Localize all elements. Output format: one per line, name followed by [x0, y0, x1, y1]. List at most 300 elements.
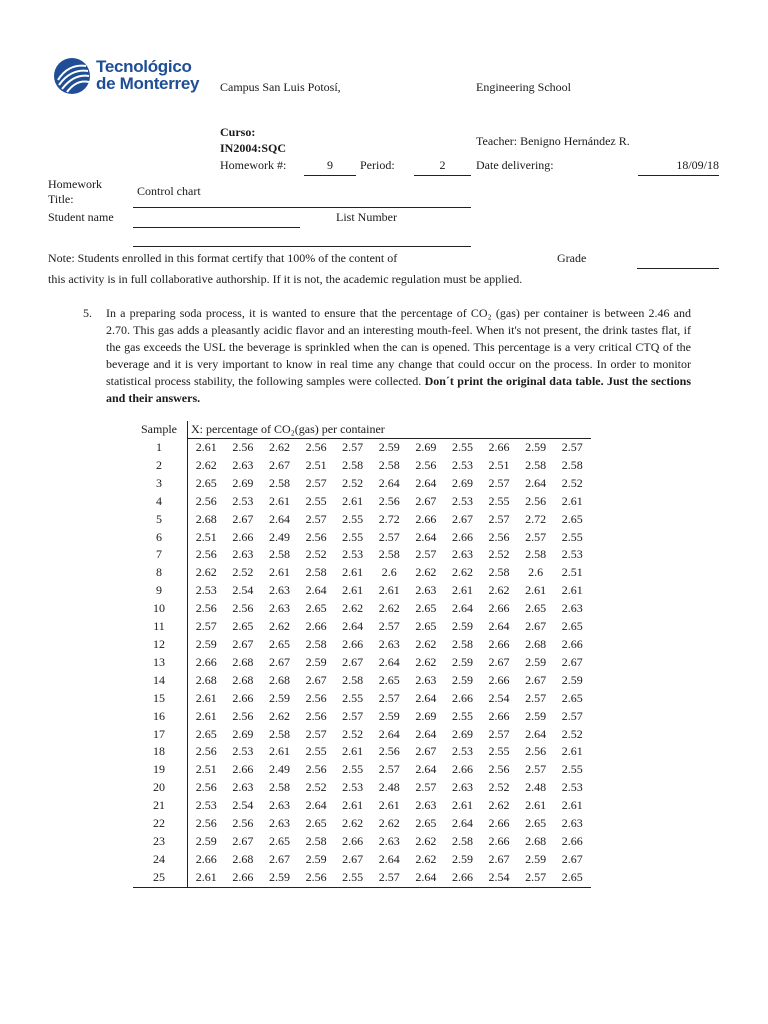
- table-cell: 2.58: [561, 457, 583, 472]
- problem-text: In a preparing soda process, it is wanted to ensure that the percentage of CO₂ (gas) per container is between 2.46 and 2.70. This gas adds a pleasantly acidic flavor and an interesting mouth-feel. When it's not present, the drink tastes flat, if the gas exceeds the USL the beverage is sprinkled when the can is opened. This percentage is a very critical CTQ of the beverage and it is very important to know in real time any change that could occur on the process. In order to monitor statistical process stability, the following samples were collected.: [106, 306, 691, 388]
- table-cell: 2.56: [232, 816, 254, 831]
- table-cell: 2.61: [195, 690, 217, 705]
- table-cell: 2.53: [342, 780, 364, 795]
- table-header-row: [133, 421, 591, 439]
- table-cell: 2.63: [378, 636, 400, 651]
- table-cell: 2.61: [268, 744, 290, 759]
- table-cell: 2.56: [232, 440, 254, 454]
- table-cell: 2.55: [488, 744, 510, 759]
- table-cell: 2.63: [415, 583, 437, 598]
- table-cell: 2.56: [378, 493, 400, 508]
- table-cell: 2.62: [378, 601, 400, 616]
- table-cell: 2.56: [415, 457, 437, 472]
- table-cell: 2.59: [305, 654, 327, 669]
- table-cell: 2.55: [342, 690, 364, 705]
- table-cell: 2.62: [451, 565, 473, 580]
- table-cell: 2.59: [561, 672, 583, 687]
- x-header: X: percentage of CO₂(gas) per container: [188, 421, 591, 439]
- table-cell: 2.69: [451, 726, 473, 741]
- table-cell: 2.58: [342, 672, 364, 687]
- sample-number: 9: [133, 582, 188, 600]
- table-cell: 2.52: [232, 565, 254, 580]
- table-cell: 2.61: [195, 440, 217, 454]
- table-cell: 2.59: [378, 708, 400, 723]
- table-row: [133, 815, 591, 833]
- table-cell: 2.65: [195, 475, 217, 490]
- table-cell: 2.66: [488, 708, 510, 723]
- table-row: [133, 439, 591, 457]
- sample-number: 3: [133, 475, 188, 493]
- table-cell: 2.57: [488, 475, 510, 490]
- grade-label: Grade: [557, 251, 587, 265]
- table-cell: 2.59: [378, 440, 400, 454]
- table-cell: 2.57: [517, 869, 554, 887]
- table-cell: 2.57: [371, 869, 408, 887]
- table-cell: 2.57: [561, 440, 583, 454]
- table-cell: 2.66: [225, 869, 262, 887]
- table-cell: 2.61: [342, 744, 364, 759]
- table-cell: 2.56: [525, 493, 547, 508]
- table-cell: 2.6: [528, 565, 544, 580]
- table-row: [133, 833, 591, 851]
- table-cell: 2.53: [561, 780, 583, 795]
- table-cell: 2.56: [525, 744, 547, 759]
- table-cell: 2.63: [232, 780, 254, 795]
- table-cell: 2.58: [305, 565, 327, 580]
- curso-label: Curso:: [220, 125, 256, 139]
- table-cell: 2.57: [195, 619, 217, 634]
- table-cell: 2.63: [232, 457, 254, 472]
- table-cell: 2.67: [268, 457, 290, 472]
- table-cell: 2.57: [525, 762, 547, 777]
- table-cell: 2.51: [488, 457, 510, 472]
- table-cell: 2.63: [415, 672, 437, 687]
- table-cell: 2.62: [415, 851, 437, 866]
- table-cell: 2.64: [378, 851, 400, 866]
- table-cell: 2.66: [451, 529, 473, 544]
- table-cell: 2.56: [305, 708, 327, 723]
- table-cell: 2.56: [305, 690, 327, 705]
- table-cell: 2.65: [561, 690, 583, 705]
- table-cell: 2.67: [561, 851, 583, 866]
- sample-number: 23: [133, 833, 188, 851]
- table-cell: 2.55: [342, 529, 364, 544]
- table-cell: 2.65: [268, 833, 290, 848]
- sample-number: 19: [133, 761, 188, 779]
- table-cell: 2.58: [378, 547, 400, 562]
- table-cell: 2.61: [451, 798, 473, 813]
- table-cell: 2.66: [232, 529, 254, 544]
- table-cell: 2.57: [342, 708, 364, 723]
- table-row: [133, 761, 591, 779]
- table-cell: 2.58: [488, 565, 510, 580]
- table-cell: 2.63: [268, 601, 290, 616]
- table-cell: 2.57: [561, 708, 583, 723]
- data-table: [133, 421, 591, 888]
- table-cell: 2.59: [525, 851, 547, 866]
- table-cell: 2.67: [342, 654, 364, 669]
- table-cell: 2.63: [561, 816, 583, 831]
- table-cell: 2.65: [195, 726, 217, 741]
- table-cell: 2.67: [561, 654, 583, 669]
- table-cell: 2.56: [195, 601, 217, 616]
- table-cell: 2.68: [195, 672, 217, 687]
- table-cell: 2.62: [415, 565, 437, 580]
- table-cell: 2.59: [525, 708, 547, 723]
- table-cell: 2.57: [378, 762, 400, 777]
- sample-number: 2: [133, 457, 188, 475]
- table-cell: 2.64: [378, 475, 400, 490]
- sample-number: 15: [133, 690, 188, 708]
- table-cell: 2.58: [451, 833, 473, 848]
- sample-number: 8: [133, 564, 188, 582]
- table-cell: 2.61: [342, 565, 364, 580]
- table-cell: 2.65: [232, 619, 254, 634]
- table-cell: 2.53: [451, 744, 473, 759]
- table-row: [133, 511, 591, 529]
- table-cell: 2.55: [334, 869, 371, 887]
- table-cell: 2.64: [488, 619, 510, 634]
- table-cell: 2.56: [298, 869, 335, 887]
- table-cell: 2.48: [525, 780, 547, 795]
- table-cell: 2.67: [232, 511, 254, 526]
- table-cell: 2.53: [561, 547, 583, 562]
- sample-number: 1: [133, 439, 188, 457]
- table-cell: 2.61: [525, 798, 547, 813]
- table-row: [133, 690, 591, 708]
- table-cell: 2.61: [195, 708, 217, 723]
- table-cell: 2.54: [232, 583, 254, 598]
- table-cell: 2.66: [305, 619, 327, 634]
- sample-number: 16: [133, 708, 188, 726]
- table-cell: 2.67: [232, 636, 254, 651]
- table-cell: 2.52: [488, 780, 510, 795]
- table-cell: 2.62: [268, 708, 290, 723]
- table-cell: 2.66: [488, 833, 510, 848]
- table-row: [133, 869, 591, 887]
- student-label: Student name: [48, 210, 114, 224]
- table-cell: 2.61: [561, 744, 583, 759]
- table-cell: 2.53: [232, 744, 254, 759]
- table-row: [133, 708, 591, 726]
- table-cell: 2.66: [561, 833, 583, 848]
- problem-number: 5.: [83, 306, 92, 320]
- table-cell: 2.52: [561, 475, 583, 490]
- table-cell: 2.62: [195, 565, 217, 580]
- homework-title: Control chart: [137, 184, 201, 198]
- table-cell: 2.67: [488, 654, 510, 669]
- sample-number: 18: [133, 743, 188, 761]
- table-row: [133, 564, 591, 582]
- table-cell: 2.54: [481, 869, 518, 887]
- table-cell: 2.62: [415, 833, 437, 848]
- table-cell: 2.52: [305, 547, 327, 562]
- table-row: [133, 582, 591, 600]
- table-cell: 2.51: [305, 457, 327, 472]
- table-body: [133, 439, 591, 888]
- table-cell: 2.53: [451, 457, 473, 472]
- sample-number: 6: [133, 529, 188, 547]
- table-cell: 2.65: [378, 672, 400, 687]
- logo-line-2: de Monterrey: [96, 74, 200, 93]
- sample-header: Sample: [133, 421, 188, 439]
- table-row: [133, 457, 591, 475]
- sample-number: 14: [133, 672, 188, 690]
- table-cell: 2.67: [232, 833, 254, 848]
- table-cell: 2.68: [232, 672, 254, 687]
- table-cell: 2.52: [488, 547, 510, 562]
- table-cell: 2.66: [451, 690, 473, 705]
- table-cell: 2.66: [488, 672, 510, 687]
- title-label-2: Title:: [48, 192, 74, 206]
- table-cell: 2.58: [378, 457, 400, 472]
- table-cell: 2.68: [195, 511, 217, 526]
- table-cell: 2.69: [415, 708, 437, 723]
- table-cell: 2.62: [342, 816, 364, 831]
- table-cell: 2.61: [342, 493, 364, 508]
- date-label: Date delivering:: [476, 158, 554, 172]
- table-cell: 2.66: [232, 690, 254, 705]
- table-cell: 2.52: [342, 726, 364, 741]
- sample-number: 24: [133, 851, 188, 869]
- table-cell: 2.62: [488, 798, 510, 813]
- table-cell: 2.61: [378, 798, 400, 813]
- table-cell: 2.57: [415, 780, 437, 795]
- table-cell: 2.56: [195, 744, 217, 759]
- table-cell: 2.57: [415, 547, 437, 562]
- table-cell: 2.65: [561, 619, 583, 634]
- table-cell: 2.64: [415, 529, 437, 544]
- table-cell: 2.64: [268, 511, 290, 526]
- table-cell: 2.65: [561, 511, 583, 526]
- table-cell: 2.63: [268, 798, 290, 813]
- table-cell: 2.66: [195, 851, 217, 866]
- table-cell: 2.65: [415, 619, 437, 634]
- table-cell: 2.61: [268, 565, 290, 580]
- table-cell: 2.61: [342, 798, 364, 813]
- table-cell: 2.66: [342, 833, 364, 848]
- logo-wordmark: [96, 58, 199, 92]
- table-cell: 2.58: [305, 636, 327, 651]
- table-cell: 2.55: [451, 440, 473, 454]
- table-cell: 2.64: [415, 726, 437, 741]
- table-cell: 2.56: [305, 529, 327, 544]
- table-cell: 2.56: [232, 708, 254, 723]
- table-cell: 2.63: [451, 547, 473, 562]
- table-cell: 2.57: [488, 726, 510, 741]
- period-value: 2: [439, 158, 446, 172]
- table-cell: 2.69: [451, 475, 473, 490]
- sample-number: 7: [133, 546, 188, 564]
- table-cell: 2.66: [195, 654, 217, 669]
- table-cell: 2.57: [378, 690, 400, 705]
- table-row: [133, 797, 591, 815]
- table-cell: 2.59: [525, 654, 547, 669]
- list-number-label: List Number: [336, 210, 397, 224]
- table-cell: 2.66: [415, 511, 437, 526]
- sample-number: 11: [133, 618, 188, 636]
- table-cell: 2.53: [342, 547, 364, 562]
- table-cell: 2.51: [195, 762, 217, 777]
- table-cell: 2.61: [451, 583, 473, 598]
- logo-line-1: Tecnológico: [96, 57, 192, 76]
- table-cell: 2.65: [415, 601, 437, 616]
- table-cell: 2.6: [381, 565, 397, 580]
- table-cell: 2.61: [525, 583, 547, 598]
- campus: Campus San Luis Potosí,: [220, 80, 341, 94]
- table-cell: 2.61: [561, 798, 583, 813]
- table-cell: 2.53: [195, 798, 217, 813]
- table-cell: 2.63: [232, 547, 254, 562]
- table-row: [133, 672, 591, 690]
- table-cell: 2.67: [415, 493, 437, 508]
- table-cell: 2.58: [451, 636, 473, 651]
- table-cell: 2.64: [378, 654, 400, 669]
- table-cell: 2.64: [451, 601, 473, 616]
- table-cell: 2.68: [232, 654, 254, 669]
- table-cell: 2.62: [415, 636, 437, 651]
- table-cell: 2.54: [232, 798, 254, 813]
- table-cell: 2.67: [415, 744, 437, 759]
- table-cell: 2.49: [268, 762, 290, 777]
- homework-number: 9: [327, 158, 333, 172]
- table-cell: 2.61: [268, 493, 290, 508]
- table-cell: 2.66: [561, 636, 583, 651]
- table-cell: 2.57: [342, 440, 364, 454]
- table-cell: 2.66: [232, 762, 254, 777]
- table-cell: 2.67: [342, 851, 364, 866]
- table-cell: 2.66: [488, 816, 510, 831]
- table-cell: 2.64: [451, 816, 473, 831]
- table-cell: 2.68: [268, 672, 290, 687]
- problem-bold-text: Don´t print the original data table. Just the sections and their answers.: [106, 374, 692, 405]
- table-cell: 2.66: [444, 869, 481, 887]
- table-row: [133, 493, 591, 511]
- sample-number: 10: [133, 600, 188, 618]
- table-cell: 2.56: [232, 601, 254, 616]
- table-row: [133, 636, 591, 654]
- table-row: [133, 726, 591, 744]
- table-cell: 2.58: [525, 457, 547, 472]
- table-row: [133, 529, 591, 547]
- sample-number: 4: [133, 493, 188, 511]
- table-cell: 2.58: [268, 547, 290, 562]
- table-cell: 2.52: [342, 475, 364, 490]
- table-row: [133, 618, 591, 636]
- table-cell: 2.53: [195, 583, 217, 598]
- table-cell: 2.55: [561, 762, 583, 777]
- table-cell: 2.55: [561, 529, 583, 544]
- table-cell: 2.63: [268, 583, 290, 598]
- sample-number: 5: [133, 511, 188, 529]
- table-cell: 2.57: [525, 690, 547, 705]
- table-cell: 2.69: [415, 440, 437, 454]
- table-cell: 2.58: [268, 475, 290, 490]
- date-value: 18/09/18: [676, 158, 719, 172]
- school: Engineering School: [476, 80, 571, 94]
- table-cell: 2.59: [261, 869, 298, 887]
- table-cell: 2.66: [451, 762, 473, 777]
- table-cell: 2.63: [561, 601, 583, 616]
- table-cell: 2.67: [451, 511, 473, 526]
- table-cell: 2.67: [268, 851, 290, 866]
- table-cell: 2.62: [268, 440, 290, 454]
- table-cell: 2.61: [342, 583, 364, 598]
- sample-number: 21: [133, 797, 188, 815]
- table-row: [133, 475, 591, 493]
- table-cell: 2.61: [188, 869, 225, 887]
- table-cell: 2.64: [342, 619, 364, 634]
- table-cell: 2.58: [268, 780, 290, 795]
- table-cell: 2.66: [488, 636, 510, 651]
- table-cell: 2.52: [305, 780, 327, 795]
- table-cell: 2.55: [342, 762, 364, 777]
- table-cell: 2.56: [195, 493, 217, 508]
- tec-logo: [52, 56, 202, 98]
- table-cell: 2.57: [305, 726, 327, 741]
- table-row: [133, 851, 591, 869]
- table-cell: 2.53: [232, 493, 254, 508]
- sample-number: 25: [133, 869, 188, 887]
- table-cell: 2.56: [488, 529, 510, 544]
- table-cell: 2.72: [378, 511, 400, 526]
- table-cell: 2.64: [525, 726, 547, 741]
- table-cell: 2.59: [305, 851, 327, 866]
- table-cell: 2.59: [451, 654, 473, 669]
- table-cell: 2.51: [561, 565, 583, 580]
- table-cell: 2.65: [525, 601, 547, 616]
- table-cell: 2.57: [378, 619, 400, 634]
- table-cell: 2.67: [305, 672, 327, 687]
- table-cell: 2.59: [268, 690, 290, 705]
- note-line-1: Note: Students enrolled in this format certify that 100% of the content of: [48, 251, 398, 265]
- table-cell: 2.55: [305, 744, 327, 759]
- table-cell: 2.67: [525, 619, 547, 634]
- table-row: [133, 779, 591, 797]
- table-cell: 2.57: [525, 529, 547, 544]
- table-cell: 2.63: [378, 833, 400, 848]
- table-cell: 2.57: [488, 511, 510, 526]
- table-cell: 2.63: [268, 816, 290, 831]
- table-cell: 2.49: [268, 529, 290, 544]
- table-cell: 2.61: [378, 583, 400, 598]
- table-cell: 2.59: [195, 636, 217, 651]
- table-cell: 2.66: [342, 636, 364, 651]
- table-cell: 2.65: [415, 816, 437, 831]
- table-cell: 2.56: [195, 816, 217, 831]
- table-cell: 2.68: [525, 833, 547, 848]
- table-cell: 2.65: [305, 816, 327, 831]
- table-cell: 2.55: [305, 493, 327, 508]
- problem-paragraph: [83, 305, 692, 407]
- table-cell: 2.64: [305, 583, 327, 598]
- table-row: [133, 743, 591, 761]
- period-label: Period:: [360, 158, 395, 172]
- table-cell: 2.59: [451, 672, 473, 687]
- table-cell: 2.72: [525, 511, 547, 526]
- table-cell: 2.55: [488, 493, 510, 508]
- title-label-1: Homework: [48, 177, 102, 191]
- table-cell: 2.66: [488, 440, 510, 454]
- sample-number: 22: [133, 815, 188, 833]
- table-cell: 2.68: [232, 851, 254, 866]
- table-cell: 2.62: [488, 583, 510, 598]
- sample-number: 12: [133, 636, 188, 654]
- table-cell: 2.62: [268, 619, 290, 634]
- table-cell: 2.65: [268, 636, 290, 651]
- sample-number: 20: [133, 779, 188, 797]
- table-cell: 2.56: [488, 762, 510, 777]
